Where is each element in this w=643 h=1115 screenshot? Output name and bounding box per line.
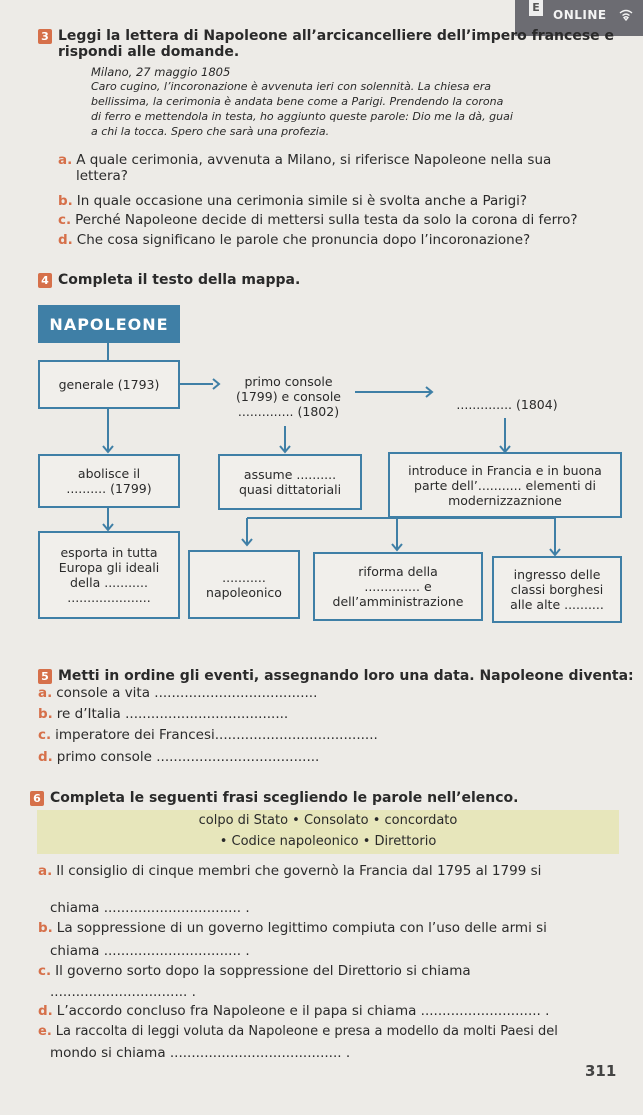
question-b: b. In quale occasione una cerimonia simile si è svolta anche a Parigi? — [58, 193, 528, 209]
exercise-6-title — [30, 790, 519, 806]
question-a-cont: lettera? — [76, 168, 128, 184]
exercise-3-title-line2: rispondi alle domande. — [58, 44, 240, 60]
map-abolisce-box: abolisce il .......... (1799) — [38, 454, 180, 508]
exercise-6-title-text: Completa le seguenti frasi scegliendo le parole nell’elenco. — [50, 790, 519, 806]
map-primo-console: primo console (1799) e console .............. (1802) — [236, 374, 341, 419]
event-d: d. primo console ...................................... — [38, 749, 320, 765]
map-napoleonico-box: ........... napoleonico — [188, 550, 300, 619]
sentence-c-cont: ................................ . — [50, 984, 196, 1000]
e-badge: E — [529, 0, 543, 16]
sentence-c: c. Il governo sorto dopo la soppressione del Direttorio si chiama — [38, 963, 471, 979]
exercise-3-number: 3 — [38, 29, 52, 44]
map-title: NAPOLEONE — [38, 305, 180, 343]
question-a: a. A quale cerimonia, avvenuta a Milano, si riferisce Napoleone nella sua — [58, 152, 552, 168]
exercise-4-number: 4 — [38, 273, 52, 288]
map-ingresso-box: ingresso delle classi borghesi alle alte .......... — [492, 556, 622, 623]
sentence-d: d. L’accordo concluso fra Napoleone e il papa si chiama ............................ . — [38, 1003, 550, 1019]
exercise-6-number: 6 — [30, 791, 44, 806]
map-1804: .............. (1804) — [456, 397, 558, 412]
sentence-b: b. La soppressione di un governo legittimo compiuta con l’uso delle armi si — [38, 920, 547, 936]
exercise-5-title — [38, 668, 634, 684]
letter-line: di ferro e mettendola in testa, ho aggiunto queste parole: Dio me la dà, guai — [91, 110, 513, 123]
map-assume-box: assume .......... quasi dittatoriali — [218, 454, 362, 510]
event-c: c. imperatore dei Francesi...................................... — [38, 727, 378, 743]
letter-line: bellissima, la cerimonia è andata bene come a Parigi. Prendendo la corona — [91, 95, 504, 108]
map-riforma-box: riforma della .............. e dell’amministrazione — [313, 552, 483, 621]
word-bank-line: • Codice napoleonico • Direttorio — [219, 834, 437, 849]
sentence-e: e. La raccolta di leggi voluta da Napoleone e presa a modello da molti Paesi del — [38, 1024, 558, 1039]
word-bank-line: colpo di Stato • Consolato • concordato — [198, 813, 458, 828]
sentence-a-cont: chiama ................................ . — [50, 900, 250, 916]
exercise-4-title-text: Completa il testo della mappa. — [58, 272, 301, 288]
map-generale-box: generale (1793) — [38, 360, 180, 409]
question-d: d. Che cosa significano le parole che pronuncia dopo l’incoronazione? — [58, 232, 531, 248]
map-esporta-box: esporta in tutta Europa gli ideali della ........... ..................... — [38, 531, 180, 619]
exercise-5-number: 5 — [38, 669, 52, 684]
exercise-3-title-text: Leggi la lettera di Napoleone all’arcicancelliere dell’impero francese e — [58, 28, 615, 44]
question-c: c. Perché Napoleone decide di mettersi sulla testa da solo la corona di ferro? — [58, 212, 578, 228]
word-bank — [37, 810, 619, 854]
letter-line: Caro cugino, l’incoronazione è avvenuta ieri con solennità. La chiesa era — [91, 80, 492, 93]
page-number: 311 — [585, 1062, 617, 1080]
sentence-e-cont: mondo si chiama ........................................ . — [50, 1045, 351, 1061]
sentence-b-cont: chiama ................................ . — [50, 943, 250, 959]
event-b: b. re d’Italia ...................................... — [38, 706, 289, 722]
sentence-a: a. Il consiglio di cinque membri che governò la Francia dal 1795 al 1799 si — [38, 863, 542, 879]
event-a: a. console a vita ...................................... — [38, 685, 318, 701]
online-label: ONLINE — [553, 8, 607, 22]
map-introduce-box: introduce in Francia e in buona parte dell’........... elementi di modernizzaznione — [388, 452, 622, 518]
letter-line: a chi la tocca. Spero che sarà una profezia. — [91, 125, 330, 138]
letter-date: Milano, 27 maggio 1805 — [91, 65, 231, 79]
exercise-5-title-text: Metti in ordine gli eventi, assegnando loro una data. Napoleone diventa: — [58, 668, 634, 684]
